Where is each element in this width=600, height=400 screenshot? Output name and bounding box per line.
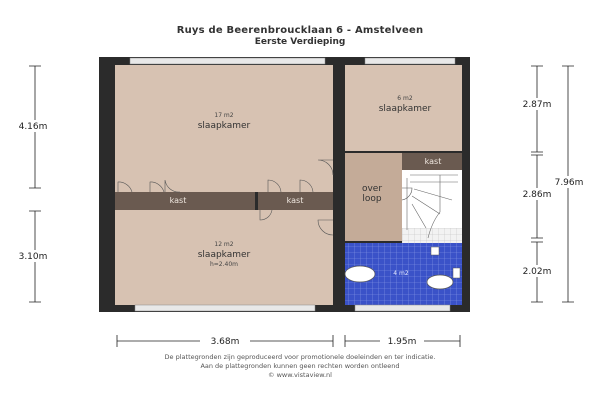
- closet-middle-label: kast: [286, 196, 304, 205]
- bathroom-area: 4 m2: [393, 270, 409, 277]
- disclaimer-line-2: Aan de plattegronden kunnen geen rechten worden ontleend: [200, 362, 400, 370]
- closet-right-label: kast: [424, 157, 442, 166]
- dim-right-top: 2.87m: [522, 100, 552, 110]
- dim-right-total: 7.96m: [554, 178, 584, 188]
- bedroom-bottom-area: 12 m2: [214, 241, 234, 248]
- toilet-icon: [345, 266, 375, 282]
- dim-bottom-left: 3.68m: [210, 337, 240, 347]
- copyright: © www.vistaview.nl: [268, 371, 332, 379]
- dim-bottom-right: 1.95m: [387, 337, 417, 347]
- plan-title: Ruys de Beerenbroucklaan 6 - Amstelveen: [176, 25, 424, 36]
- window: [365, 58, 455, 64]
- landing-label-line1: over: [361, 184, 383, 194]
- bedroom-large-area: 17 m2: [214, 112, 234, 119]
- dim-right-bottom: 2.02m: [522, 267, 552, 277]
- bath-tap-icon: [453, 268, 460, 278]
- plan-subtitle: Eerste Verdieping: [254, 37, 346, 47]
- closet-left-label: kast: [169, 196, 187, 205]
- shower-drain-icon: [431, 247, 439, 255]
- dim-left-bottom: 3.10m: [18, 252, 48, 262]
- sink-icon: [427, 275, 453, 289]
- window: [355, 305, 450, 311]
- bedroom-bottom-name: slaapkamer: [197, 250, 251, 260]
- landing-label-line2: loop: [362, 194, 382, 204]
- bedroom-small-area: 6 m2: [397, 95, 413, 102]
- bedroom-large-name: slaapkamer: [197, 121, 251, 131]
- dim-right-middle: 2.86m: [522, 190, 552, 200]
- bedroom-bottom-height: h=2.40m: [209, 261, 239, 268]
- dim-left-top: 4.16m: [18, 122, 48, 132]
- disclaimer-line-1: De plattegronden zijn geproduceerd voor promotionele doeleinden en ter indicatie.: [164, 353, 436, 361]
- window: [135, 305, 315, 311]
- bedroom-small-name: slaapkamer: [378, 104, 432, 114]
- window: [130, 58, 325, 64]
- bathroom-wall-tiles: [402, 228, 462, 243]
